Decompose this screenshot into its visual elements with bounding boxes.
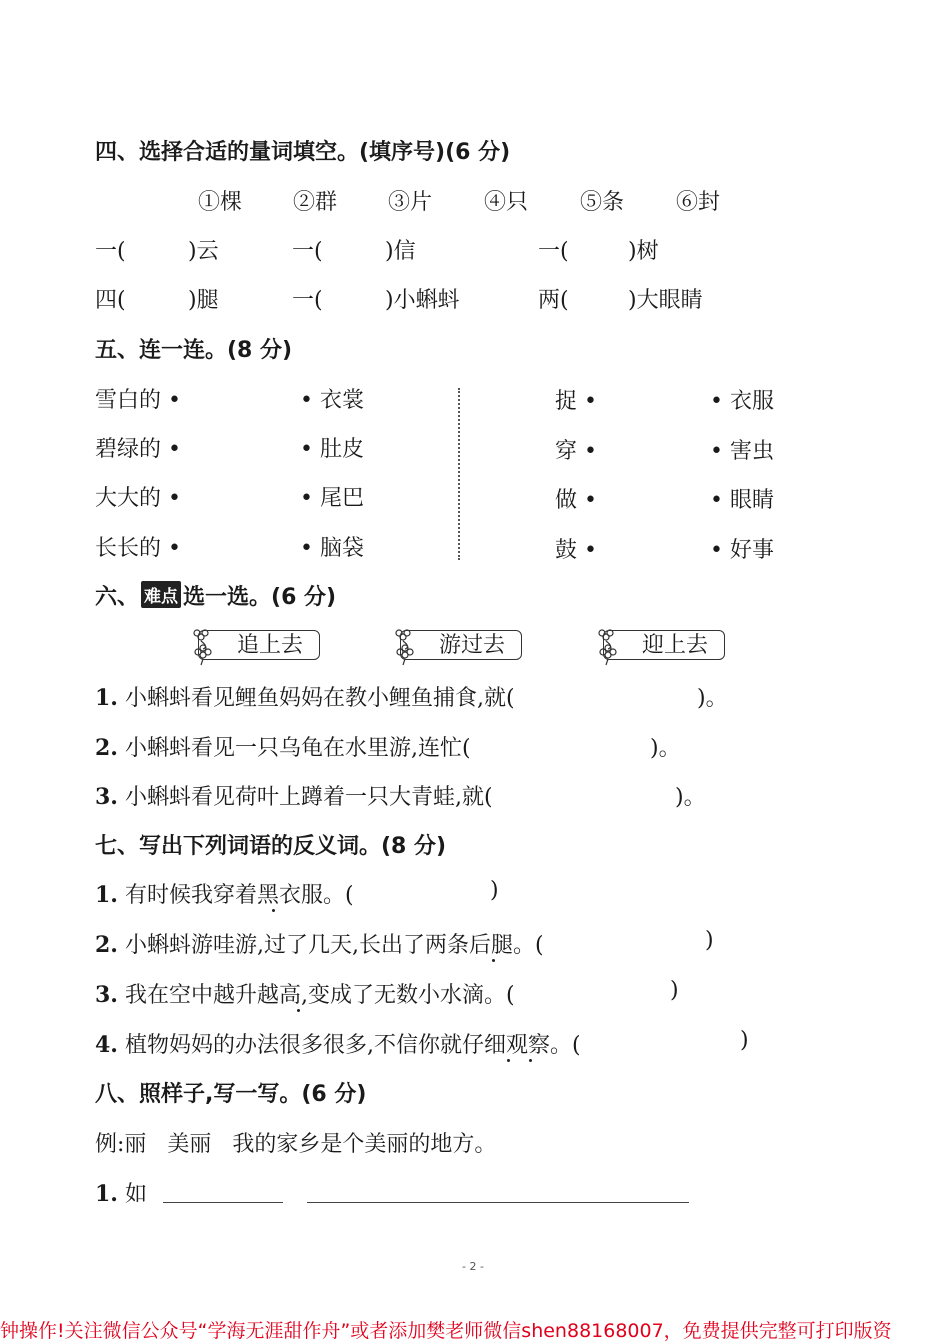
section-6-suffix: 选一选。(6 分) — [183, 585, 337, 610]
blank-prefix: 四( — [95, 288, 126, 313]
section-4-title: 四、选择合适的量词填空。(填序号)(6 分) — [95, 140, 511, 165]
question-6-3: 3. 小蝌蚪看见荷叶上蹲着一只大青蛙,就( — [95, 784, 493, 810]
question-6-2: 2. 小蝌蚪看见一只乌龟在水里游,连忙( — [95, 735, 471, 761]
word-choice-box — [198, 630, 320, 660]
match-right-item[interactable]: • 尾巴 — [300, 486, 364, 511]
match-left-item[interactable]: 做 • — [555, 488, 597, 513]
match-left-item[interactable]: 穿 • — [555, 439, 597, 464]
blank-suffix: )信 — [385, 239, 416, 264]
option-6: ⑥封 — [676, 190, 721, 215]
emphasis-dot — [272, 909, 275, 912]
word-choice-box — [400, 630, 522, 660]
word-choice: 追上去 — [237, 633, 304, 658]
match-right-item[interactable]: • 眼睛 — [710, 488, 774, 513]
option-2: ②群 — [293, 190, 338, 215]
match-right-item[interactable]: • 脑袋 — [300, 536, 364, 561]
section-6-prefix: 六、 — [95, 585, 140, 610]
blank-prefix: 一( — [95, 239, 126, 264]
match-right-item[interactable]: • 害虫 — [710, 439, 774, 464]
difficulty-badge: 难点 — [141, 581, 181, 608]
question-7-4-end: ) — [740, 1028, 749, 1053]
question-8-1: 1. 如 — [95, 1181, 147, 1207]
answer-line-word[interactable] — [163, 1202, 283, 1203]
word-choice: 游过去 — [439, 633, 506, 658]
match-left-item[interactable]: 捉 • — [555, 389, 597, 414]
match-left-item[interactable]: 鼓 • — [555, 538, 597, 563]
flower-icon — [594, 627, 634, 667]
match-left-item[interactable]: 大大的 • — [95, 486, 181, 511]
question-7-4: 4. 植物妈妈的办法很多很多,不信你就仔细观察。( — [95, 1032, 581, 1058]
word-choice-box — [603, 630, 725, 660]
question-7-3-end: ) — [670, 978, 679, 1003]
question-6-2-end: )。 — [650, 736, 681, 761]
question-7-2: 2. 小蝌蚪游哇游,过了几天,长出了两条后腿。( — [95, 932, 544, 958]
blank-prefix: 两( — [538, 288, 569, 313]
blank-prefix: 一( — [538, 239, 569, 264]
question-7-2-end: ) — [705, 928, 714, 953]
section-6-title — [95, 580, 336, 611]
match-left-item[interactable]: 长长的 • — [95, 536, 181, 561]
question-7-3: 3. 我在空中越升越高,变成了无数小水滴。( — [95, 982, 515, 1008]
page-number: - 2 - — [462, 1260, 484, 1273]
blank-suffix: )云 — [188, 239, 219, 264]
blank-prefix: 一( — [292, 288, 323, 313]
emphasis-dot — [529, 1059, 532, 1062]
blank-prefix: 一( — [292, 239, 323, 264]
flower-icon — [189, 627, 229, 667]
option-4: ④只 — [484, 190, 529, 215]
blank-suffix: )小蝌蚪 — [385, 288, 460, 313]
match-right-item[interactable]: • 衣裳 — [300, 388, 364, 413]
match-right-item[interactable]: • 肚皮 — [300, 437, 364, 462]
match-right-item[interactable]: • 好事 — [710, 538, 774, 563]
question-6-3-end: )。 — [675, 785, 706, 810]
section-7-title: 七、写出下列词语的反义词。(8 分) — [95, 834, 447, 859]
question-7-1-end: ) — [490, 878, 499, 903]
option-3: ③片 — [388, 190, 433, 215]
section-8-title: 八、照样子,写一写。(6 分) — [95, 1082, 367, 1107]
blank-suffix: )腿 — [188, 288, 219, 313]
word-choice: 迎上去 — [642, 633, 709, 658]
emphasis-dot — [297, 1009, 300, 1012]
flower-icon — [391, 627, 431, 667]
example-line: 例:丽 美丽 我的家乡是个美丽的地方。 — [95, 1132, 497, 1157]
question-6-1: 1. 小蝌蚪看见鲤鱼妈妈在教小鲤鱼捕食,就( — [95, 685, 515, 711]
emphasis-dot — [507, 1059, 510, 1062]
section-5-title: 五、连一连。(8 分) — [95, 338, 293, 363]
question-7-1: 1. 有时候我穿着黑衣服。( — [95, 882, 354, 908]
option-5: ⑤条 — [580, 190, 625, 215]
blank-suffix: )大眼睛 — [628, 288, 703, 313]
answer-line-sentence[interactable] — [307, 1202, 689, 1203]
match-right-item[interactable]: • 衣服 — [710, 389, 774, 414]
blank-suffix: )树 — [628, 239, 659, 264]
match-left-item[interactable]: 雪白的 • — [95, 388, 181, 413]
question-6-1-end: )。 — [697, 686, 728, 711]
option-1: ①棵 — [198, 190, 243, 215]
divider-dotted — [458, 388, 460, 560]
match-left-item[interactable]: 碧绿的 • — [95, 437, 181, 462]
emphasis-dot — [492, 959, 495, 962]
promo-footer: 钟操作!关注微信公众号“学海无涯甜作舟”或者添加樊老师微信shen88168007，免费提供完整可打印版资 — [0, 1320, 892, 1342]
